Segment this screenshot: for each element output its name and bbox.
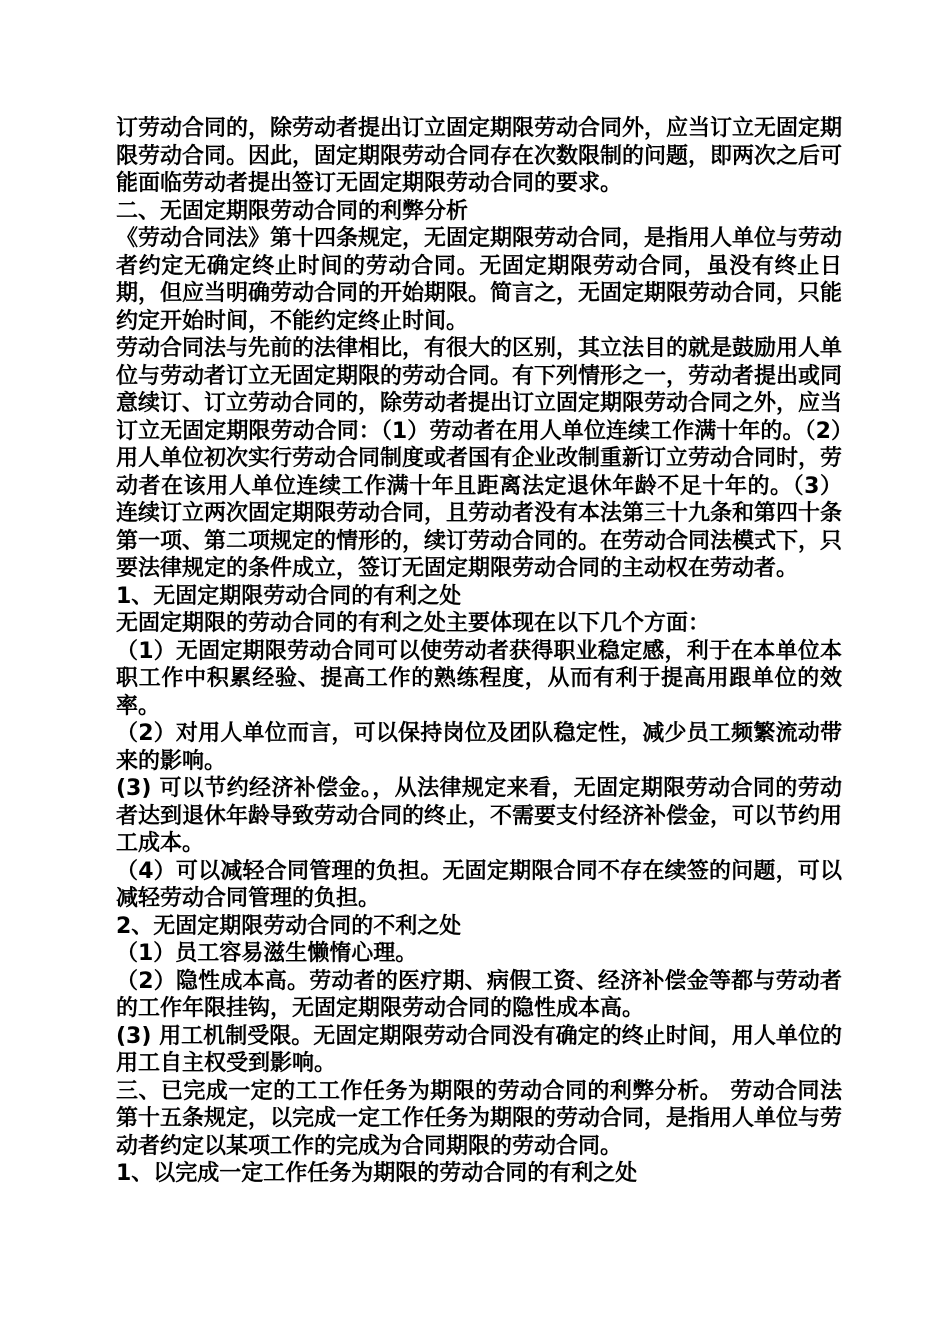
paragraph-advantages-intro: 无固定期限的劳动合同的有利之处主要体现在以下几个方面： [116, 611, 711, 636]
subheading-disadvantages: 2、无固定期限劳动合同的不利之处 [116, 913, 462, 939]
section-heading-two: 二、无固定期限劳动合同的利弊分析 [116, 198, 469, 224]
paragraph-legislative-purpose: 劳动合同法与先前的法律相比，有很大的区别，其立法目的就是鼓励用人单位与劳动者订立无固定期限的劳动合同。有下列情形之一，劳动者提出或同意续订、订立劳动合同的，除劳动者提出订立固定期限劳动合同之外，应当订立无固定期限劳动合同：（1）劳动者在用人单位连续工作满十年的。（2）用人单位初次实行劳动合同制度或者国有企业改制重新订立劳动合同时，劳动者在该用人单位连续工作满十年且距离法定退休年龄不足十年的。（3）连续订立两次固定期限劳动合同，且劳动者没有本法第三十九条和第四十条第一项、第二项规定的情形的，续订劳动合同的。在劳动合同法模式下，只要法律规定的条件成立，签订无固定期限劳动合同的主动权在劳动者。 [116, 336, 843, 581]
list-item-disadvantage-2: （2）隐性成本高。劳动者的医疗期、病假工资、经济补偿金等都与劳动者的工作年限挂钩，无固定期限劳动合同的隐性成本高。 [116, 968, 842, 1021]
paragraph-continuation: 订劳动合同的，除劳动者提出订立固定期限劳动合同外，应当订立无固定期限劳动合同。因此，固定期限劳动合同存在次数限制的问题，即两次之后可能面临劳动者提出签订无固定期限劳动合同的要求。 [116, 116, 843, 196]
list-item-advantage-4: （4）可以减轻合同管理的负担。无固定期限合同不存在续签的问题，可以减轻劳动合同管理的负担。 [116, 858, 842, 911]
list-item-disadvantage-1: （1）员工容易滋生懒惰心理。 [116, 941, 418, 966]
paragraph-article-14: 《劳动合同法》第十四条规定，无固定期限劳动合同，是指用人单位与劳动者约定无确定终止时间的劳动合同。无固定期限劳动合同，虽没有终止日期，但应当明确劳动合同的开始期限。简言之，无固定期限劳动合同，只能约定开始时间，不能约定终止时间。 [116, 226, 843, 334]
list-item-advantage-3: (3) 可以节约经济补偿金。，从法律规定来看，无固定期限劳动合同的劳动者达到退休年龄导致劳动合同的终止，不需要支付经济补偿金，可以节约用工成本。 [116, 776, 843, 856]
list-item-advantage-1: （1）无固定期限劳动合同可以使劳动者获得职业稳定感，利于在本单位本职工作中积累经验、提高工作的熟练程度，从而有利于提高用跟单位的效率。 [116, 638, 842, 719]
list-item-advantage-2: （2）对用人单位而言，可以保持岗位及团队稳定性，减少员工频繁流动带来的影响。 [116, 721, 842, 774]
list-item-disadvantage-3: (3) 用工机制受限。无固定期限劳动合同没有确定的终止时间，用人单位的用工自主权受到影响。 [116, 1023, 842, 1076]
subheading-advantages: 1、无固定期限劳动合同的有利之处 [116, 583, 462, 609]
section-heading-three: 三、已完成一定的工工作任务为期限的劳动合同的利弊分析。 劳动合同法第十五条规定，以完成一定工作任务为期限的劳动合同，是指用人单位与劳动者约定以某项工作的完成为合同期限的劳动合同。 [116, 1078, 843, 1159]
document-body [116, 115, 842, 1188]
subheading-task-based-advantages: 1、以完成一定工作任务为期限的劳动合同的有利之处 [116, 1161, 638, 1186]
